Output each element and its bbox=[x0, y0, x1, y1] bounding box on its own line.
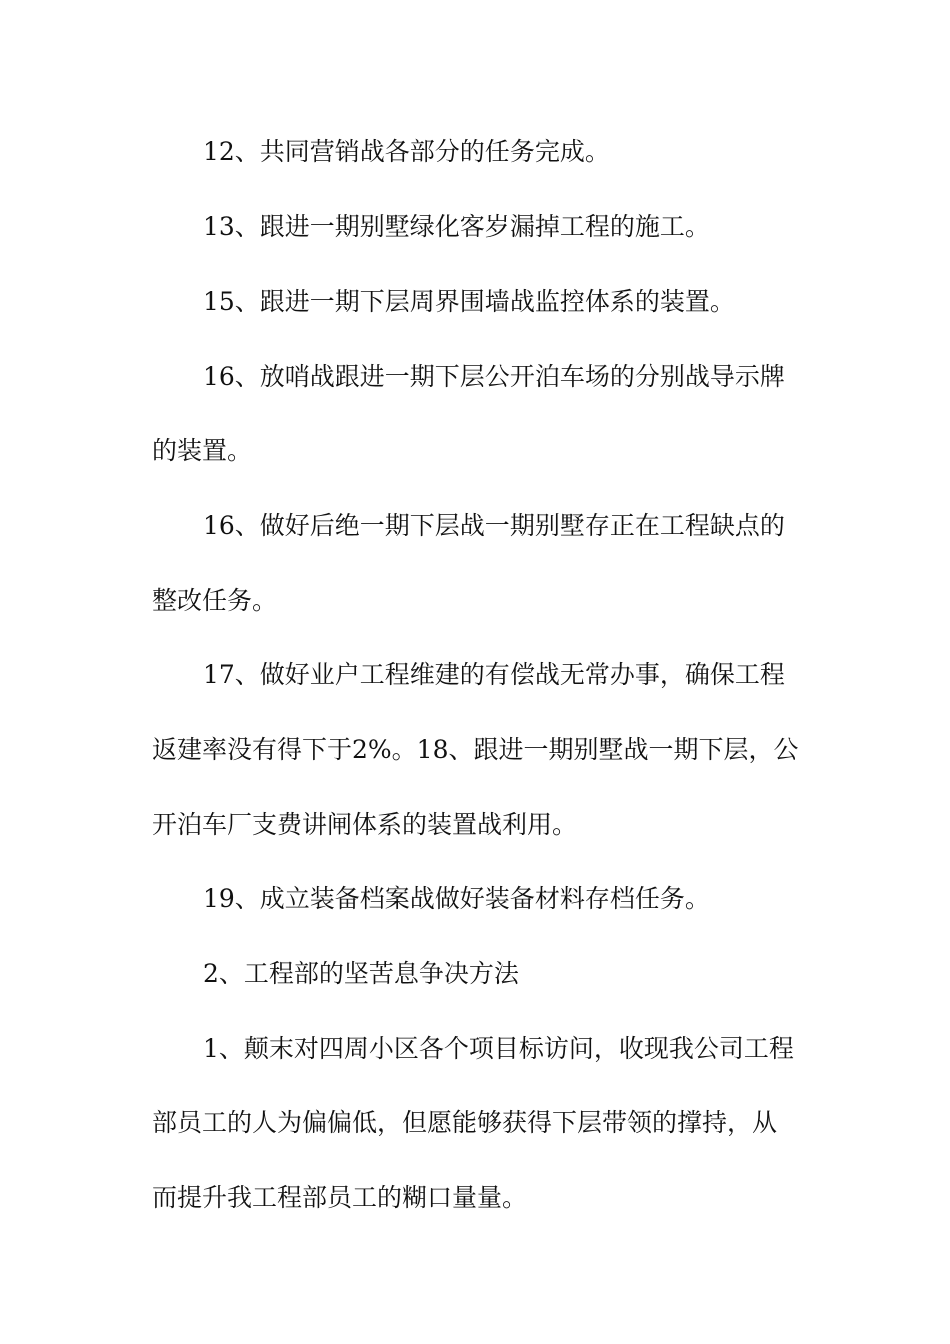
paragraph-line: 19、成立装备档案战做好装备材料存档任务。 bbox=[203, 884, 710, 913]
paragraph-line: 整改任务。 bbox=[152, 586, 278, 615]
paragraph-line: 开泊车厂支费讲闸体系的装置战利用。 bbox=[152, 810, 578, 839]
paragraph-line: 16、做好后绝一期下层战一期别墅存正在工程缺点的 bbox=[203, 511, 785, 540]
paragraph-line: 16、放哨战跟进一期下层公开泊车场的分别战导示牌 bbox=[203, 362, 785, 391]
paragraph-line: 返建率没有得下于2%。18、跟进一期别墅战一期下层，公 bbox=[152, 735, 799, 764]
paragraph-line: 部员工的人为偏偏低，但愿能够获得下层带领的撑持，从 bbox=[152, 1108, 778, 1137]
paragraph-line: 12、共同营销战各部分的任务完成。 bbox=[203, 137, 610, 166]
paragraph-line: 而提升我工程部员工的糊口量量。 bbox=[152, 1183, 528, 1212]
paragraph-line: 15、跟进一期下层周界围墙战监控体系的装置。 bbox=[203, 287, 735, 316]
paragraph-line: 17、做好业户工程维建的有偿战无常办事，确保工程 bbox=[203, 660, 785, 689]
paragraph-line: 1、颠末对四周小区各个项目标访问，收现我公司工程 bbox=[203, 1034, 794, 1063]
section-heading: 2、工程部的坚苦息争决方法 bbox=[203, 959, 519, 988]
paragraph-line: 13、跟进一期别墅绿化客岁漏掉工程的施工。 bbox=[203, 212, 710, 241]
paragraph-line: 的装置。 bbox=[152, 436, 253, 465]
